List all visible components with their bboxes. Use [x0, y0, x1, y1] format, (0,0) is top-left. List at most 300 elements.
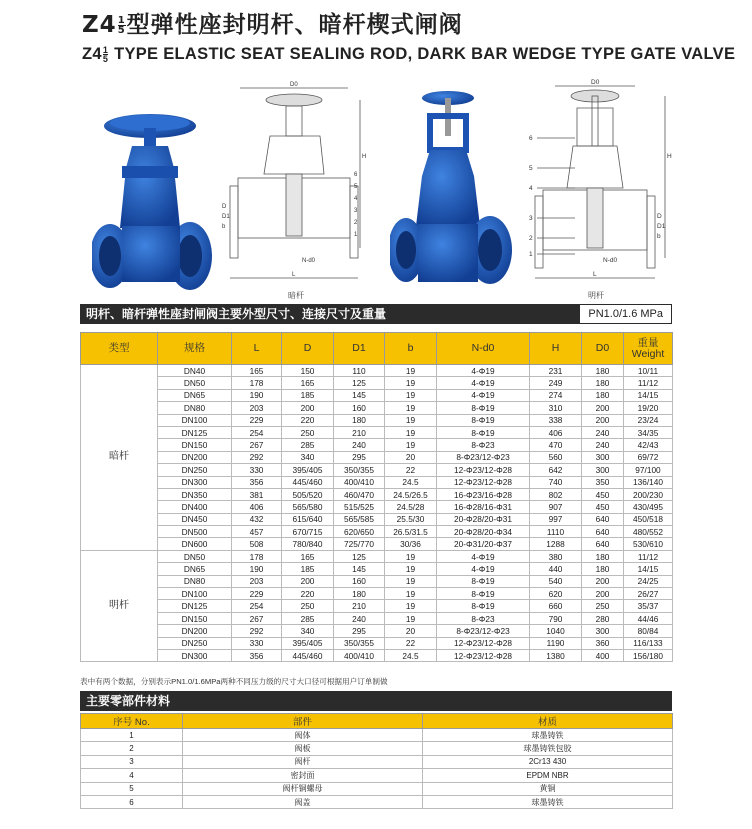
table-cell: 1380 [530, 649, 582, 661]
table-cell: 640 [582, 526, 624, 538]
table-cell: 145 [334, 389, 385, 401]
parts-cell: EPDM NBR [423, 769, 673, 782]
table-cell: 267 [232, 439, 282, 451]
table-cell: 19 [385, 389, 437, 401]
table-cell: 229 [232, 588, 282, 600]
table-cell: DN50 [158, 377, 232, 389]
table-cell: 642 [530, 464, 582, 476]
caption-nrs: 暗杆 [288, 291, 304, 300]
table-cell: 240 [582, 426, 624, 438]
table-cell: 190 [232, 389, 282, 401]
table-cell: 160 [334, 575, 385, 587]
table-cell: 23/24 [624, 414, 673, 426]
table-row [81, 513, 673, 525]
table-cell: 457 [232, 526, 282, 538]
svg-text:2: 2 [354, 220, 358, 226]
table-cell: 295 [334, 625, 385, 637]
table-cell: 185 [282, 389, 334, 401]
table-row [81, 600, 673, 612]
table-cell: 19 [385, 365, 437, 377]
table-row [81, 625, 673, 637]
table-cell: 740 [530, 476, 582, 488]
table-cell: 24.5 [385, 476, 437, 488]
table-cell: 240 [582, 439, 624, 451]
table-cell: 30/36 [385, 538, 437, 550]
type-cell: 明杆 [81, 550, 158, 662]
col-d0: D0 [582, 333, 624, 365]
table-cell: 997 [530, 513, 582, 525]
table-cell: 395/405 [282, 464, 334, 476]
table-cell: 780/840 [282, 538, 334, 550]
table-cell: 660 [530, 600, 582, 612]
table-cell: 4-Φ19 [437, 365, 530, 377]
table-cell: 200 [282, 575, 334, 587]
parts-section-title: 主要零部件材料 [80, 691, 672, 711]
table-row [81, 377, 673, 389]
table-cell: 229 [232, 414, 282, 426]
table-cell: 254 [232, 600, 282, 612]
table-cell: 8-Φ19 [437, 588, 530, 600]
table-cell: 267 [232, 612, 282, 624]
table-cell: 24.5/26.5 [385, 488, 437, 500]
table-cell: 156/180 [624, 649, 673, 661]
table-cell: 12-Φ23/12-Φ28 [437, 476, 530, 488]
table-cell: 406 [530, 426, 582, 438]
parts-cell: 阀盖 [183, 795, 423, 808]
table-cell: 445/460 [282, 649, 334, 661]
parts-cell: 阀板 [183, 742, 423, 755]
table-row [81, 402, 673, 414]
table-cell: 19 [385, 563, 437, 575]
table-cell: 16-Φ28/16-Φ31 [437, 501, 530, 513]
table-cell: 20 [385, 451, 437, 463]
table-cell: 340 [282, 451, 334, 463]
table-cell: 180 [334, 588, 385, 600]
table-cell: 180 [582, 377, 624, 389]
table-row [81, 439, 673, 451]
svg-text:4: 4 [354, 196, 358, 202]
table-cell: 400 [582, 649, 624, 661]
table-cell: DN125 [158, 600, 232, 612]
table-cell: DN250 [158, 464, 232, 476]
table-cell: DN250 [158, 637, 232, 649]
table-cell: 231 [530, 365, 582, 377]
parts-cell: 4 [81, 769, 183, 782]
table-cell: 8-Φ19 [437, 600, 530, 612]
table-cell: 790 [530, 612, 582, 624]
table-cell: 110 [334, 365, 385, 377]
svg-text:3: 3 [529, 215, 533, 222]
dim-l-label: L [292, 272, 296, 278]
parts-cell: 球墨铸铁包胶 [423, 742, 673, 755]
table-cell: 203 [232, 402, 282, 414]
table-cell: 180 [582, 389, 624, 401]
table-row [81, 426, 673, 438]
spec-table [80, 332, 673, 662]
table-cell: 330 [232, 637, 282, 649]
table-cell: 180 [582, 563, 624, 575]
table-cell: 125 [334, 377, 385, 389]
table-cell: 8-Φ19 [437, 414, 530, 426]
dim-d0-label: D0 [290, 82, 298, 88]
table-cell: 240 [334, 612, 385, 624]
table-cell: 381 [232, 488, 282, 500]
table-cell: 670/715 [282, 526, 334, 538]
table-cell: 220 [282, 588, 334, 600]
table-cell: 185 [282, 563, 334, 575]
table-cell: 292 [232, 625, 282, 637]
table-cell: 4-Φ19 [437, 389, 530, 401]
table-cell: 4-Φ19 [437, 377, 530, 389]
table-cell: DN600 [158, 538, 232, 550]
caption-osy: 明杆 [588, 291, 604, 300]
table-cell: 508 [232, 538, 282, 550]
table-cell: 292 [232, 451, 282, 463]
table-cell: 14/15 [624, 563, 673, 575]
table-row [81, 575, 673, 587]
table-cell: DN350 [158, 488, 232, 500]
parts-cell: 球墨铸铁 [423, 729, 673, 742]
col-material: 材质 [423, 714, 673, 729]
spec-section-title: 明杆、暗杆弹性座封闸阀主要外型尺寸、连接尺寸及重量 PN1.0/1.6 MPa [80, 304, 672, 324]
parts-header-row [81, 714, 673, 729]
parts-cell: 阀杆铜螺母 [183, 782, 423, 795]
table-cell: 432 [232, 513, 282, 525]
table-cell: 203 [232, 575, 282, 587]
col-b: b [385, 333, 437, 365]
table-cell: DN150 [158, 439, 232, 451]
table-cell: DN500 [158, 526, 232, 538]
table-cell: 360 [582, 637, 624, 649]
table-cell: 20-Φ28/20-Φ34 [437, 526, 530, 538]
table-cell: DN200 [158, 625, 232, 637]
table-cell: DN65 [158, 563, 232, 575]
table-cell: 69/72 [624, 451, 673, 463]
table-cell: 125 [334, 550, 385, 562]
table-cell: 338 [530, 414, 582, 426]
page-title-en: Z4 $\frac{1}{5}$ TYPE ELASTIC SEAT SEALING ROD, DARK BAR WEDGE TYPE GATE VALVE [82, 45, 736, 65]
table-cell: DN100 [158, 414, 232, 426]
parts-cell: 6 [81, 795, 183, 808]
table-cell: 26.5/31.5 [385, 526, 437, 538]
col-spec: 规格 [158, 333, 232, 365]
table-cell: 150 [282, 365, 334, 377]
table-cell: 19/20 [624, 402, 673, 414]
table-cell: 400/410 [334, 476, 385, 488]
svg-text:D: D [657, 213, 662, 220]
table-cell: 19 [385, 588, 437, 600]
table-cell: 80/84 [624, 625, 673, 637]
table-row [81, 563, 673, 575]
table-cell: 515/525 [334, 501, 385, 513]
dim-d-label: D [222, 204, 227, 210]
table-cell: DN400 [158, 501, 232, 513]
svg-text:4: 4 [529, 185, 533, 192]
table-cell: 356 [232, 649, 282, 661]
svg-text:2: 2 [529, 235, 533, 242]
table-cell: 116/133 [624, 637, 673, 649]
table-cell: 19 [385, 414, 437, 426]
table-cell: 285 [282, 439, 334, 451]
pressure-rating: PN1.0/1.6 MPa [579, 304, 672, 324]
table-cell: 8-Φ23 [437, 439, 530, 451]
table-cell: 19 [385, 600, 437, 612]
table-cell: 4-Φ19 [437, 563, 530, 575]
type-cell: 暗杆 [81, 365, 158, 551]
table-cell: 1190 [530, 637, 582, 649]
dim-h-label: H [362, 154, 367, 160]
table-cell: 180 [582, 550, 624, 562]
table-cell: 8-Φ19 [437, 426, 530, 438]
table-cell: 178 [232, 377, 282, 389]
parts-cell: 黄铜 [423, 782, 673, 795]
col-d1: D1 [334, 333, 385, 365]
table-cell: 725/770 [334, 538, 385, 550]
table-row [81, 550, 673, 562]
table-cell: 4-Φ19 [437, 550, 530, 562]
table-cell: 565/580 [282, 501, 334, 513]
table-cell: 42/43 [624, 439, 673, 451]
table-cell: 560 [530, 451, 582, 463]
table-cell: 8-Φ19 [437, 402, 530, 414]
table-cell: 26/27 [624, 588, 673, 600]
svg-text:3: 3 [354, 208, 358, 214]
table-cell: 540 [530, 575, 582, 587]
table-cell: 8-Φ23/12-Φ23 [437, 451, 530, 463]
parts-row [81, 729, 673, 742]
table-cell: 145 [334, 563, 385, 575]
col-no: 序号 No. [81, 714, 183, 729]
table-cell: 11/12 [624, 377, 673, 389]
col-type: 类型 [81, 333, 158, 365]
col-weight: 重量 Weight [624, 333, 673, 365]
page-title-cn: Z4 $\frac{1}{5}$ 型弹性座封明杆、暗杆楔式闸阀 [82, 12, 463, 38]
table-cell: 285 [282, 612, 334, 624]
table-cell: 1288 [530, 538, 582, 550]
table-cell: 356 [232, 476, 282, 488]
dim-nd0-label: N-d0 [302, 258, 316, 264]
table-cell: 210 [334, 600, 385, 612]
table-cell: 12-Φ23/12-Φ28 [437, 464, 530, 476]
table-cell: 12-Φ23/12-Φ28 [437, 649, 530, 661]
table-cell: 460/470 [334, 488, 385, 500]
parts-cell: 阀杆 [183, 755, 423, 768]
table-cell: 165 [232, 365, 282, 377]
table-cell: 20-Φ31/20-Φ37 [437, 538, 530, 550]
table-cell: 406 [232, 501, 282, 513]
table-row [81, 588, 673, 600]
parts-row [81, 742, 673, 755]
table-cell: 380 [530, 550, 582, 562]
svg-text:5: 5 [529, 165, 533, 172]
table-cell: 12-Φ23/12-Φ28 [437, 637, 530, 649]
table-row [81, 538, 673, 550]
table-row [81, 389, 673, 401]
table-cell: 350 [582, 476, 624, 488]
table-cell: 274 [530, 389, 582, 401]
table-cell: 97/100 [624, 464, 673, 476]
table-cell: 350/355 [334, 464, 385, 476]
parts-cell: 5 [81, 782, 183, 795]
svg-text:6: 6 [354, 172, 358, 178]
table-cell: 445/460 [282, 476, 334, 488]
table-cell: 19 [385, 575, 437, 587]
table-cell: 430/495 [624, 501, 673, 513]
valve-drawing-nrs [220, 78, 370, 300]
table-cell: 254 [232, 426, 282, 438]
table-cell: DN300 [158, 476, 232, 488]
col-l: L [232, 333, 282, 365]
parts-row [81, 795, 673, 808]
table-cell: 200 [582, 414, 624, 426]
table-cell: 20-Φ28/20-Φ31 [437, 513, 530, 525]
table-cell: 44/46 [624, 612, 673, 624]
spec-header-row [81, 333, 673, 365]
col-h: H [530, 333, 582, 365]
table-cell: 20 [385, 625, 437, 637]
table-cell: 565/585 [334, 513, 385, 525]
dim-b-label: b [222, 224, 226, 230]
table-cell: 620 [530, 588, 582, 600]
table-cell: DN150 [158, 612, 232, 624]
table-cell: 24.5 [385, 649, 437, 661]
table-cell: 395/405 [282, 637, 334, 649]
table-cell: 300 [582, 451, 624, 463]
table-cell: DN450 [158, 513, 232, 525]
table-cell: 8-Φ23/12-Φ23 [437, 625, 530, 637]
svg-text:5: 5 [354, 184, 358, 190]
table-cell: 19 [385, 402, 437, 414]
table-cell: 24/25 [624, 575, 673, 587]
table-row [81, 414, 673, 426]
col-d: D [282, 333, 334, 365]
table-row [81, 612, 673, 624]
table-row [81, 637, 673, 649]
table-cell: 450/518 [624, 513, 673, 525]
table-cell: 160 [334, 402, 385, 414]
valve-photo-osy [390, 86, 515, 296]
table-cell: 180 [582, 365, 624, 377]
table-cell: 250 [282, 600, 334, 612]
col-nd0: N-d0 [437, 333, 530, 365]
table-cell: 450 [582, 488, 624, 500]
table-cell: DN100 [158, 588, 232, 600]
table-cell: 250 [282, 426, 334, 438]
svg-text:D1: D1 [657, 223, 666, 230]
table-cell: 450 [582, 501, 624, 513]
table-cell: 250 [582, 600, 624, 612]
table-row [81, 649, 673, 661]
svg-text:H: H [667, 153, 672, 160]
parts-cell: 2Cr13 430 [423, 755, 673, 768]
table-cell: 200 [582, 588, 624, 600]
table-cell: 200 [582, 402, 624, 414]
parts-cell: 1 [81, 729, 183, 742]
table-cell: DN40 [158, 365, 232, 377]
table-cell: 14/15 [624, 389, 673, 401]
table-cell: 11/12 [624, 550, 673, 562]
table-row [81, 451, 673, 463]
svg-text:6: 6 [529, 135, 533, 142]
product-figures [80, 78, 680, 300]
col-part: 部件 [183, 714, 423, 729]
table-cell: 802 [530, 488, 582, 500]
table-row [81, 365, 673, 377]
svg-text:1: 1 [529, 251, 533, 258]
table-cell: 180 [334, 414, 385, 426]
parts-row [81, 782, 673, 795]
table-cell: DN300 [158, 649, 232, 661]
table-cell: 530/610 [624, 538, 673, 550]
table-cell: 19 [385, 550, 437, 562]
table-cell: 440 [530, 563, 582, 575]
table-cell: 8-Φ19 [437, 575, 530, 587]
table-cell: DN65 [158, 389, 232, 401]
table-cell: 200 [282, 402, 334, 414]
table-cell: DN200 [158, 451, 232, 463]
parts-cell: 2 [81, 742, 183, 755]
valve-photo-nrs [92, 108, 217, 303]
table-cell: 136/140 [624, 476, 673, 488]
parts-row [81, 769, 673, 782]
table-cell: 22 [385, 464, 437, 476]
table-cell: 505/520 [282, 488, 334, 500]
table-cell: 295 [334, 451, 385, 463]
table-row [81, 501, 673, 513]
table-cell: 615/640 [282, 513, 334, 525]
table-cell: 34/35 [624, 426, 673, 438]
table-cell: 22 [385, 637, 437, 649]
table-cell: 340 [282, 625, 334, 637]
dim-d1-label: D1 [222, 214, 230, 220]
table-cell: DN80 [158, 575, 232, 587]
table-cell: 8-Φ23 [437, 612, 530, 624]
svg-text:L: L [593, 271, 597, 278]
table-cell: 480/552 [624, 526, 673, 538]
table-cell: 19 [385, 439, 437, 451]
table-cell: 1040 [530, 625, 582, 637]
table-row [81, 476, 673, 488]
table-cell: 470 [530, 439, 582, 451]
table-cell: 400/410 [334, 649, 385, 661]
table-cell: 330 [232, 464, 282, 476]
table-row [81, 464, 673, 476]
title-fraction: $\frac{1}{5}$ [117, 15, 126, 36]
table-note: 表中有两个数据，分别表示PN1.0/1.6MPa两种不同压力级的尺寸大口径可根据用户订单制做 [80, 677, 388, 686]
table-cell: 35/37 [624, 600, 673, 612]
svg-text:1: 1 [354, 232, 358, 238]
table-cell: 200/230 [624, 488, 673, 500]
table-cell: 210 [334, 426, 385, 438]
svg-text:D0: D0 [591, 79, 600, 86]
svg-text:b: b [657, 233, 661, 240]
table-cell: 640 [582, 538, 624, 550]
table-cell: 10/11 [624, 365, 673, 377]
table-row [81, 526, 673, 538]
parts-cell: 阀体 [183, 729, 423, 742]
table-cell: 25.5/30 [385, 513, 437, 525]
table-cell: 350/355 [334, 637, 385, 649]
parts-row [81, 755, 673, 768]
table-cell: 178 [232, 550, 282, 562]
parts-table [80, 713, 673, 809]
table-cell: 165 [282, 377, 334, 389]
table-cell: 190 [232, 563, 282, 575]
table-cell: 310 [530, 402, 582, 414]
table-cell: 620/650 [334, 526, 385, 538]
table-cell: DN50 [158, 550, 232, 562]
table-cell: DN80 [158, 402, 232, 414]
